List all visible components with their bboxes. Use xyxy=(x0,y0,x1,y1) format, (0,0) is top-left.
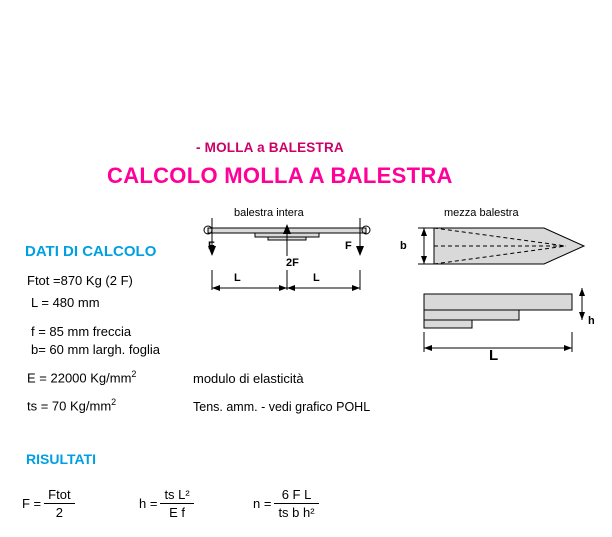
label-dim-h: h xyxy=(588,315,595,327)
label-span-left: L xyxy=(234,272,241,284)
label-span-right: L xyxy=(313,272,320,284)
dati-di-calcolo-header: DATI DI CALCOLO xyxy=(25,243,157,260)
data-ftot: Ftot =870 Kg (2 F) xyxy=(27,273,133,288)
data-l: L = 480 mm xyxy=(31,295,100,310)
data-ts-note: Tens. amm. - vedi grafico POHL xyxy=(193,400,371,414)
data-b: b= 60 mm largh. foglia xyxy=(31,342,160,357)
formula-force-lead: F = xyxy=(22,496,42,511)
data-ts-exponent: 2 xyxy=(111,397,117,407)
data-e-label: E = 22000 Kg/mm xyxy=(27,370,132,386)
formula-force-denominator: 2 xyxy=(44,503,74,520)
label-force-left: F xyxy=(208,240,215,252)
formula-force-fraction xyxy=(44,487,74,520)
label-balestra-intera: balestra intera xyxy=(234,207,304,219)
data-e-exponent: 2 xyxy=(131,369,137,379)
data-e xyxy=(27,369,136,385)
formula-thickness-numerator: ts L² xyxy=(164,487,190,502)
page-subtitle: - MOLLA a BALESTRA xyxy=(196,140,344,155)
data-f: f = 85 mm freccia xyxy=(31,324,132,339)
label-dim-b: b xyxy=(400,240,407,252)
half-spring-plan-view xyxy=(416,222,592,270)
formula-leaf-count xyxy=(253,487,319,520)
label-force-right: F xyxy=(345,240,352,252)
data-ts xyxy=(27,397,116,413)
label-dim-L: L xyxy=(489,347,499,364)
risultati-header: RISULTATI xyxy=(26,451,96,467)
formula-leaf-count-lead: n = xyxy=(253,496,272,511)
formula-force-numerator: Ftot xyxy=(48,487,71,502)
data-e-note: modulo di elasticità xyxy=(193,371,304,386)
formula-thickness xyxy=(139,487,194,520)
formula-thickness-lead: h = xyxy=(139,496,158,511)
formula-leaf-count-fraction xyxy=(274,487,318,520)
label-force-center: 2F xyxy=(286,257,299,269)
page-title: CALCOLO MOLLA A BALESTRA xyxy=(107,163,453,188)
formula-force xyxy=(22,487,75,520)
full-spring-dimension-line xyxy=(200,270,375,292)
formula-thickness-fraction xyxy=(160,487,193,520)
data-ts-label: ts = 70 Kg/mm xyxy=(27,398,112,414)
formula-leaf-count-numerator: 6 F L xyxy=(281,487,312,502)
label-mezza-balestra: mezza balestra xyxy=(444,207,519,219)
formula-leaf-count-denominator: ts b h² xyxy=(274,503,318,520)
formula-thickness-denominator: E f xyxy=(160,503,193,520)
half-spring-side-view xyxy=(416,286,592,358)
